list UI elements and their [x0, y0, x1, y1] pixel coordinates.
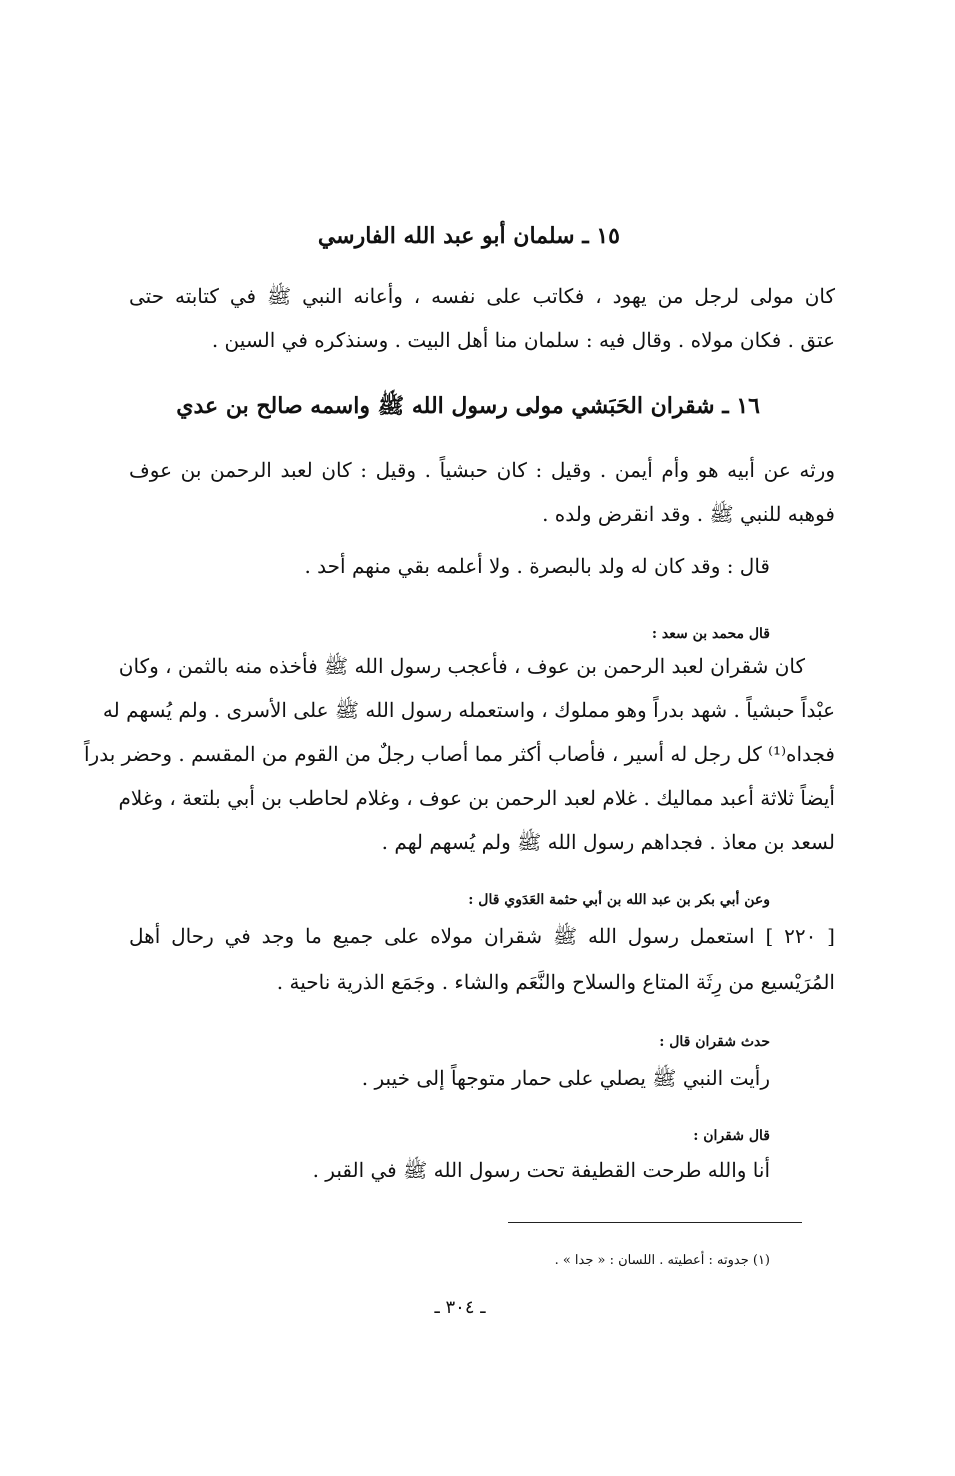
narrator-label-ibn-saad: قال محمد بن سعد : [651, 626, 770, 642]
paragraph-1-line-1: كان شقران لعبد الرحمن بن عوف ، فأعجب رسول الله ﷺ فأخذه منه بالثمن ، وكان [118, 654, 805, 678]
section-16-intro-line-2: فوهبه للنبي ﷺ . وقد انقرض ولده . [542, 502, 835, 526]
paragraph-3: رأيت النبي ﷺ يصلي على حمار متوجهاً إلى خيبر . [361, 1066, 770, 1090]
section-16-intro-line-1: ورثه عن أبيه هو وأم أيمن . وقيل : كان حبشياً . وقيل : كان لعبد الرحمن بن عوف [129, 458, 835, 482]
narrator-label-shuqran-1: حدث شقران قال : [659, 1034, 770, 1050]
paragraph-2-line-2: المُرَيْسيع من رِثَة المتاع والسلاح والنَّعَم والشاء . وجَمَع الذرية ناحية . [276, 970, 835, 994]
section-16-intro-line-3: قال : وقد كان له ولد بالبصرة . ولا أعلمه بقي منهم أحد . [304, 554, 770, 578]
paragraph-1-line-3: فجداه⁽¹⁾ كل رجل له أسير ، فأصاب أكثر مما أصاب رجلٌ من القوم من المقسم . وحضر بدراً [83, 742, 835, 766]
paragraph-4: أنا والله طرحت القطيفة تحت رسول الله ﷺ في القبر . [312, 1158, 770, 1182]
section-15-heading: ١٥ ـ سلمان أبو عبد الله الفارسي [317, 223, 620, 249]
footnote-separator [508, 1222, 802, 1223]
paragraph-2-line-1: [ ٢٢٠ ] استعمل رسول الله ﷺ شقران مولاه على جميع ما وجد في رحال أهل [129, 924, 835, 948]
paragraph-1-line-2: عبْداً حبشياً . شهد بدراً وهو مملوك ، واستعمله رسول الله ﷺ على الأسرى . ولم يُسهم له [102, 698, 835, 722]
narrator-label-abu-bakr: وعن أبي بكر بن عبد الله بن أبي حثمة العَدَوي قال : [468, 892, 770, 908]
section-16-heading: ١٦ ـ شقران الحَبَشي مولى رسول الله ﷺ واسمه صالح بن عدي [176, 393, 760, 419]
paragraph-1-line-4: أيضاً ثلاثة أعبد مماليك . غلام لعبد الرحمن بن عوف ، وغلام لحاطب بن أبي بلتعة ، وغلام [118, 786, 835, 810]
footnote: (١) جدوته : أعطيته . اللسان : « جدا » . [554, 1253, 770, 1268]
narrator-label-shuqran-2: قال شقران : [693, 1128, 770, 1144]
paragraph-1-line-5: لسعد بن معاذ . فجداهم رسول الله ﷺ ولم يُسهم لهم . [381, 830, 835, 854]
page-number: ـ ٣٠٤ ـ [434, 1297, 486, 1318]
section-15-line-2: عتق . فكان مولاه . وقال فيه : سلمان منا أهل البيت . وسنذكره في السين . [211, 328, 835, 352]
section-15-line-1: كان مولى لرجل من يهود ، فكاتب على نفسه ، وأعانه النبي ﷺ في كتابته حتى [129, 284, 835, 308]
